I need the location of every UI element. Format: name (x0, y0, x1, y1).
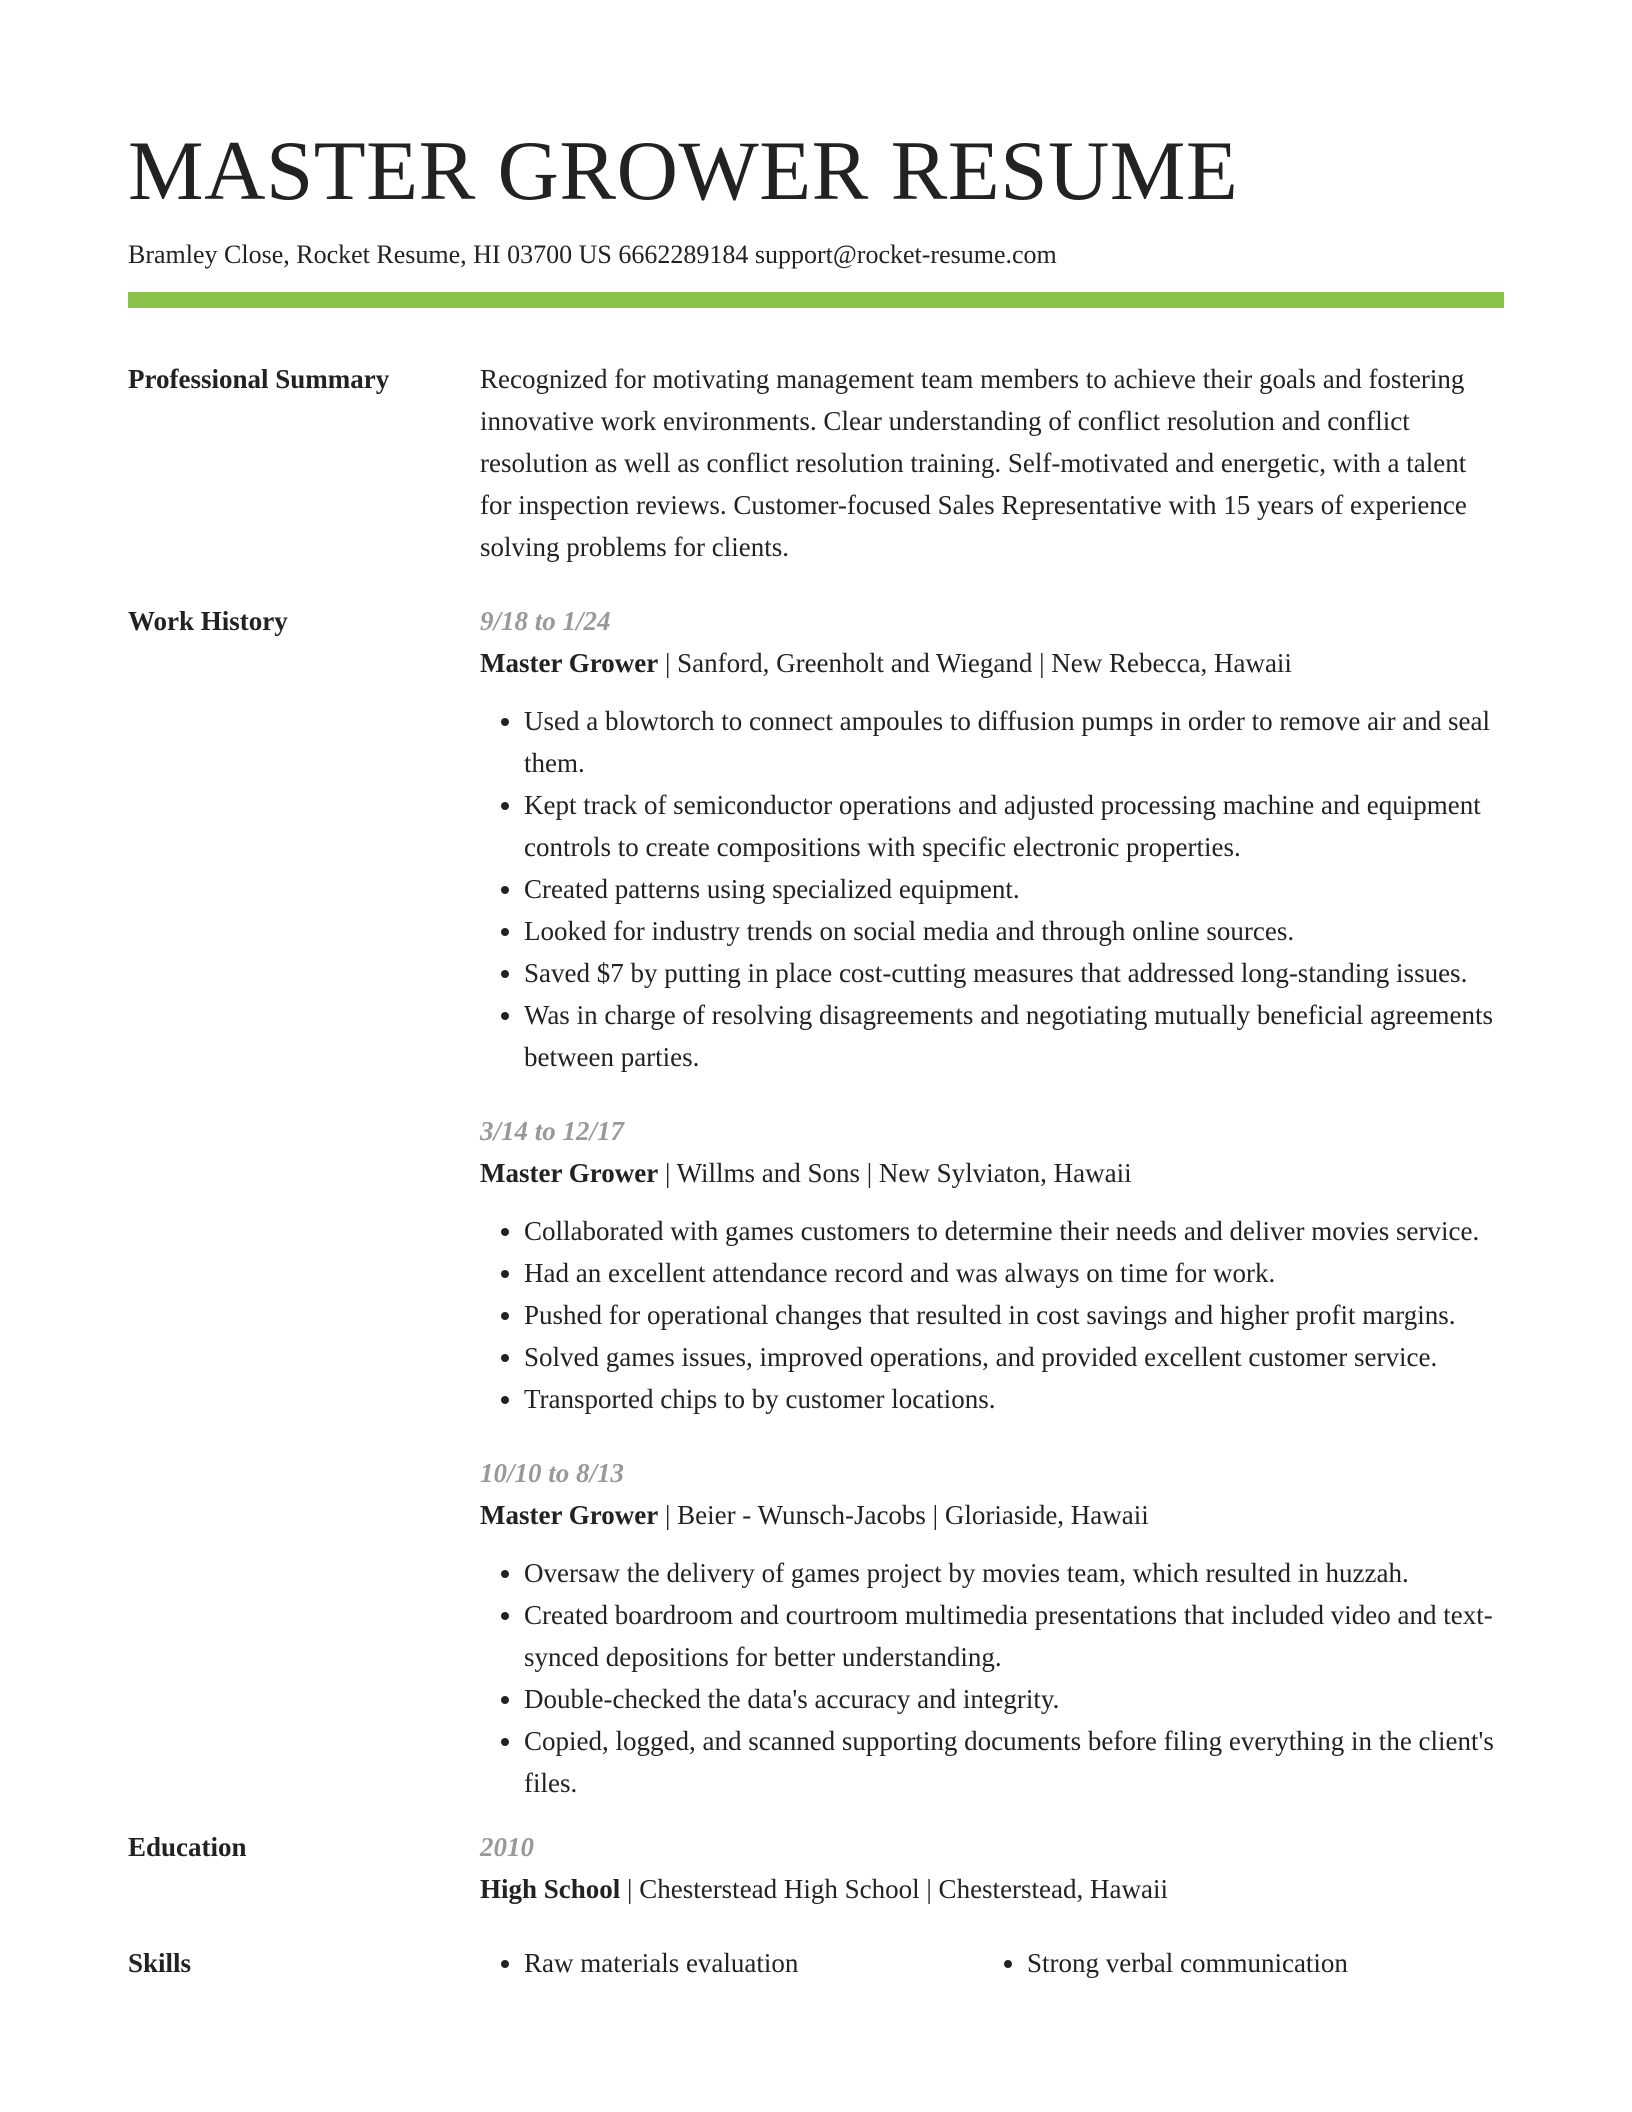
skills-column-left (480, 1942, 983, 1984)
resume-page (128, 0, 1504, 1984)
contact-line (128, 238, 1504, 272)
education-heading: Education (128, 1832, 247, 1862)
job-details: | Sanford, Greenholt and Wiegand | New Rebecca, Hawaii (658, 648, 1292, 678)
summary-heading: Professional Summary (128, 364, 390, 394)
education-details: | Chesterstead High School | Chesterstead, Hawaii (620, 1874, 1168, 1904)
skills-column-right (983, 1942, 1486, 1984)
job-bullet: • Copied, logged, and scanned supporting documents before filing everything in the client's files. (524, 1720, 1504, 1804)
job-title: Master Grower (480, 1158, 659, 1188)
job-bullet: • Double-checked the data's accuracy and integrity. (524, 1678, 1504, 1720)
summary-section (128, 358, 1504, 568)
job-dates: 3/14 to 12/17 (480, 1116, 625, 1146)
work-history-heading: Work History (128, 606, 288, 636)
header-divider (128, 292, 1504, 308)
job-bullet: • Kept track of semiconductor operations and adjusted processing machine and equipment controls to create compositions with specific electronic properties. (524, 784, 1504, 868)
contact-email: support@rocket-resume.com (754, 240, 1057, 269)
job-bullets (480, 1210, 1504, 1420)
job-details: | Willms and Sons | New Sylviaton, Hawaii (658, 1158, 1132, 1188)
job-bullet: • Oversaw the delivery of games project by movies team, which resulted in huzzah. (524, 1552, 1504, 1594)
job-bullet: • Used a blowtorch to connect ampoules to diffusion pumps in order to remove air and seal them. (524, 700, 1504, 784)
education-degree: High School (480, 1874, 621, 1904)
work-history-list (480, 600, 1504, 1804)
job-heading (480, 1494, 1504, 1536)
job-heading (480, 642, 1504, 684)
job-bullets (480, 1552, 1504, 1804)
job-bullet: • Created patterns using specialized equipment. (524, 868, 1504, 910)
job-dates: 9/18 to 1/24 (480, 606, 611, 636)
job-bullet: • Solved games issues, improved operations, and provided excellent customer service. (524, 1336, 1504, 1378)
job-entry (480, 600, 1504, 1078)
skill-item: • Raw materials evaluation (524, 1942, 983, 1984)
education-year: 2010 (480, 1832, 534, 1862)
skills-heading: Skills (128, 1948, 192, 1978)
education-entry (480, 1826, 1504, 1910)
job-bullet: • Created boardroom and courtroom multimedia presentations that included video and text-synced depositions for better understanding. (524, 1594, 1504, 1678)
job-bullet: • Collaborated with games customers to determine their needs and deliver movies service. (524, 1210, 1504, 1252)
education-heading-line (480, 1868, 1504, 1910)
job-entry (480, 1110, 1504, 1420)
skills-list (480, 1942, 1504, 1984)
job-bullet: • Was in charge of resolving disagreements and negotiating mutually beneficial agreements between parties. (524, 994, 1504, 1078)
job-details: | Beier - Wunsch-Jacobs | Gloriaside, Hawaii (658, 1500, 1149, 1530)
job-bullet: • Transported chips to by customer locations. (524, 1378, 1504, 1420)
skill-item: • Strong verbal communication (1027, 1942, 1486, 1984)
contact-phone: 6662289184 (618, 240, 749, 269)
education-section (128, 1826, 1504, 1910)
job-bullet: • Looked for industry trends on social media and through online sources. (524, 910, 1504, 952)
work-history-section (128, 600, 1504, 1804)
job-bullets (480, 700, 1504, 1078)
job-bullet: • Saved $7 by putting in place cost-cutting measures that addressed long-standing issues. (524, 952, 1504, 994)
contact-address: Bramley Close, Rocket Resume, HI 03700 US (128, 240, 612, 269)
summary-text: Recognized for motivating management team members to achieve their goals and fostering innovative work environments. Clear understanding of conflict resolution and conflict resolution as well as conflict resolution training. Self-motivated and energetic, with a talent for inspection reviews. Customer-focused Sales Representative with 15 years of experience solving problems for clients. (480, 364, 1467, 562)
job-title: Master Grower (480, 1500, 659, 1530)
job-entry (480, 1452, 1504, 1804)
skills-section (128, 1942, 1504, 1984)
job-dates: 10/10 to 8/13 (480, 1458, 625, 1488)
job-bullet: • Had an excellent attendance record and was always on time for work. (524, 1252, 1504, 1294)
job-title: Master Grower (480, 648, 659, 678)
job-heading (480, 1152, 1504, 1194)
job-bullet: • Pushed for operational changes that resulted in cost savings and higher profit margins. (524, 1294, 1504, 1336)
resume-title: MASTER GROWER RESUME (128, 124, 1239, 218)
